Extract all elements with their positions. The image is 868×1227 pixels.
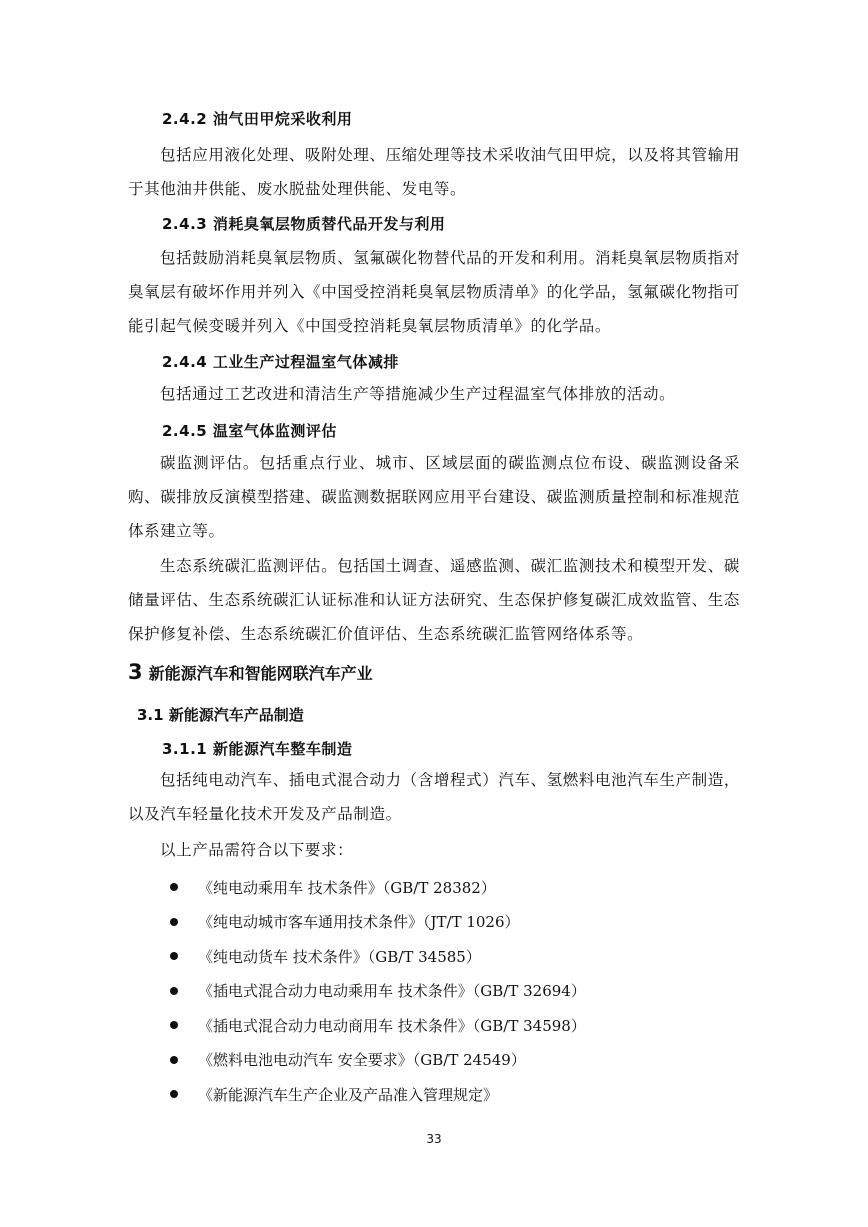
- paragraph-2-4-3: 包括鼓励消耗臭氧层物质、氢氟碳化物替代品的开发和利用。消耗臭氧层物质指对臭氧层有破坏作用并列入《中国受控消耗臭氧层物质清单》的化学品，氢氟碳化物指可能引起气候变暖并列入《中国受控消耗臭氧层物质清单》的化学品。: [128, 249, 740, 335]
- list-item: [170, 905, 586, 940]
- page-number: 33: [426, 1132, 442, 1146]
- paragraph-2-4-2: 包括应用液化处理、吸附处理、压缩处理等技术采收油气田甲烷，以及将其管输用于其他油井供能、废水脱盐处理供能、发电等。: [128, 146, 740, 198]
- bullet-icon: [170, 918, 178, 926]
- list-item-text: 《纯电动货车 技术条件》（GB/T 34585）: [198, 947, 481, 966]
- heading-3-1: 3.1 新能源汽车产品制造: [137, 706, 304, 724]
- chapter-title: 新能源汽车和智能网联汽车产业: [148, 664, 373, 683]
- list-item: [170, 1077, 586, 1112]
- paragraph-2-4-4: 包括通过工艺改进和清洁生产等措施减少生产过程温室气体排放的活动。: [160, 385, 676, 403]
- paragraph-3-1-1: 包括纯电动汽车、插电式混合动力（含增程式）汽车、氢燃料电池汽车生产制造，以及汽车轻量化技术开发及产品制造。: [128, 771, 740, 823]
- heading-2-4-4: 2.4.4 工业生产过程温室气体减排: [162, 353, 399, 371]
- list-item-text: 《燃料电池电动汽车 安全要求》（GB/T 24549）: [198, 1051, 526, 1070]
- paragraph-2-4-5-carbon-monitoring: 碳监测评估。包括重点行业、城市、区域层面的碳监测点位布设、碳监测设备采购、碳排放反演模型搭建、碳监测数据联网应用平台建设、碳监测质量控制和标准规范体系建立等。: [128, 454, 740, 540]
- list-item-text: 《纯电动乘用车 技术条件》（GB/T 28382）: [198, 878, 496, 897]
- bullet-icon: [170, 1021, 178, 1029]
- requirements-intro: 以上产品需符合以下要求：: [160, 841, 354, 859]
- paragraph-2-4-5-ecosystem-monitoring: 生态系统碳汇监测评估。包括国土调查、遥感监测、碳汇监测技术和模型开发、碳储量评估、生态系统碳汇认证标准和认证方法研究、生态保护修复碳汇成效监管、生态保护修复补偿、生态系统碳汇价值评估、生态系统碳汇监管网络体系等。: [128, 557, 740, 643]
- bullet-icon: [170, 1056, 178, 1064]
- list-item: [170, 974, 586, 1009]
- heading-3-1-1: 3.1.1 新能源汽车整车制造: [162, 740, 353, 758]
- list-item-text: 《新能源汽车生产企业及产品准入管理规定》: [198, 1085, 499, 1104]
- chapter-heading-3: [128, 660, 373, 684]
- chapter-number: 3: [128, 660, 143, 684]
- list-item: [170, 1008, 586, 1043]
- bullet-icon: [170, 1090, 178, 1098]
- list-item: [170, 939, 586, 974]
- list-item-text: 《插电式混合动力电动商用车 技术条件》（GB/T 34598）: [198, 1016, 586, 1035]
- requirements-list: [170, 870, 586, 1112]
- bullet-icon: [170, 883, 178, 891]
- heading-2-4-3: 2.4.3 消耗臭氧层物质替代品开发与利用: [162, 215, 446, 233]
- list-item-text: 《纯电动城市客车通用技术条件》（JT/T 1026）: [198, 913, 520, 932]
- list-item: [170, 1043, 586, 1078]
- heading-2-4-5: 2.4.5 温室气体监测评估: [162, 422, 337, 440]
- heading-2-4-2: 2.4.2 油气田甲烷采收利用: [162, 110, 353, 128]
- list-item-text: 《插电式混合动力电动乘用车 技术条件》（GB/T 32694）: [198, 982, 586, 1001]
- list-item: [170, 870, 586, 905]
- bullet-icon: [170, 987, 178, 995]
- bullet-icon: [170, 952, 178, 960]
